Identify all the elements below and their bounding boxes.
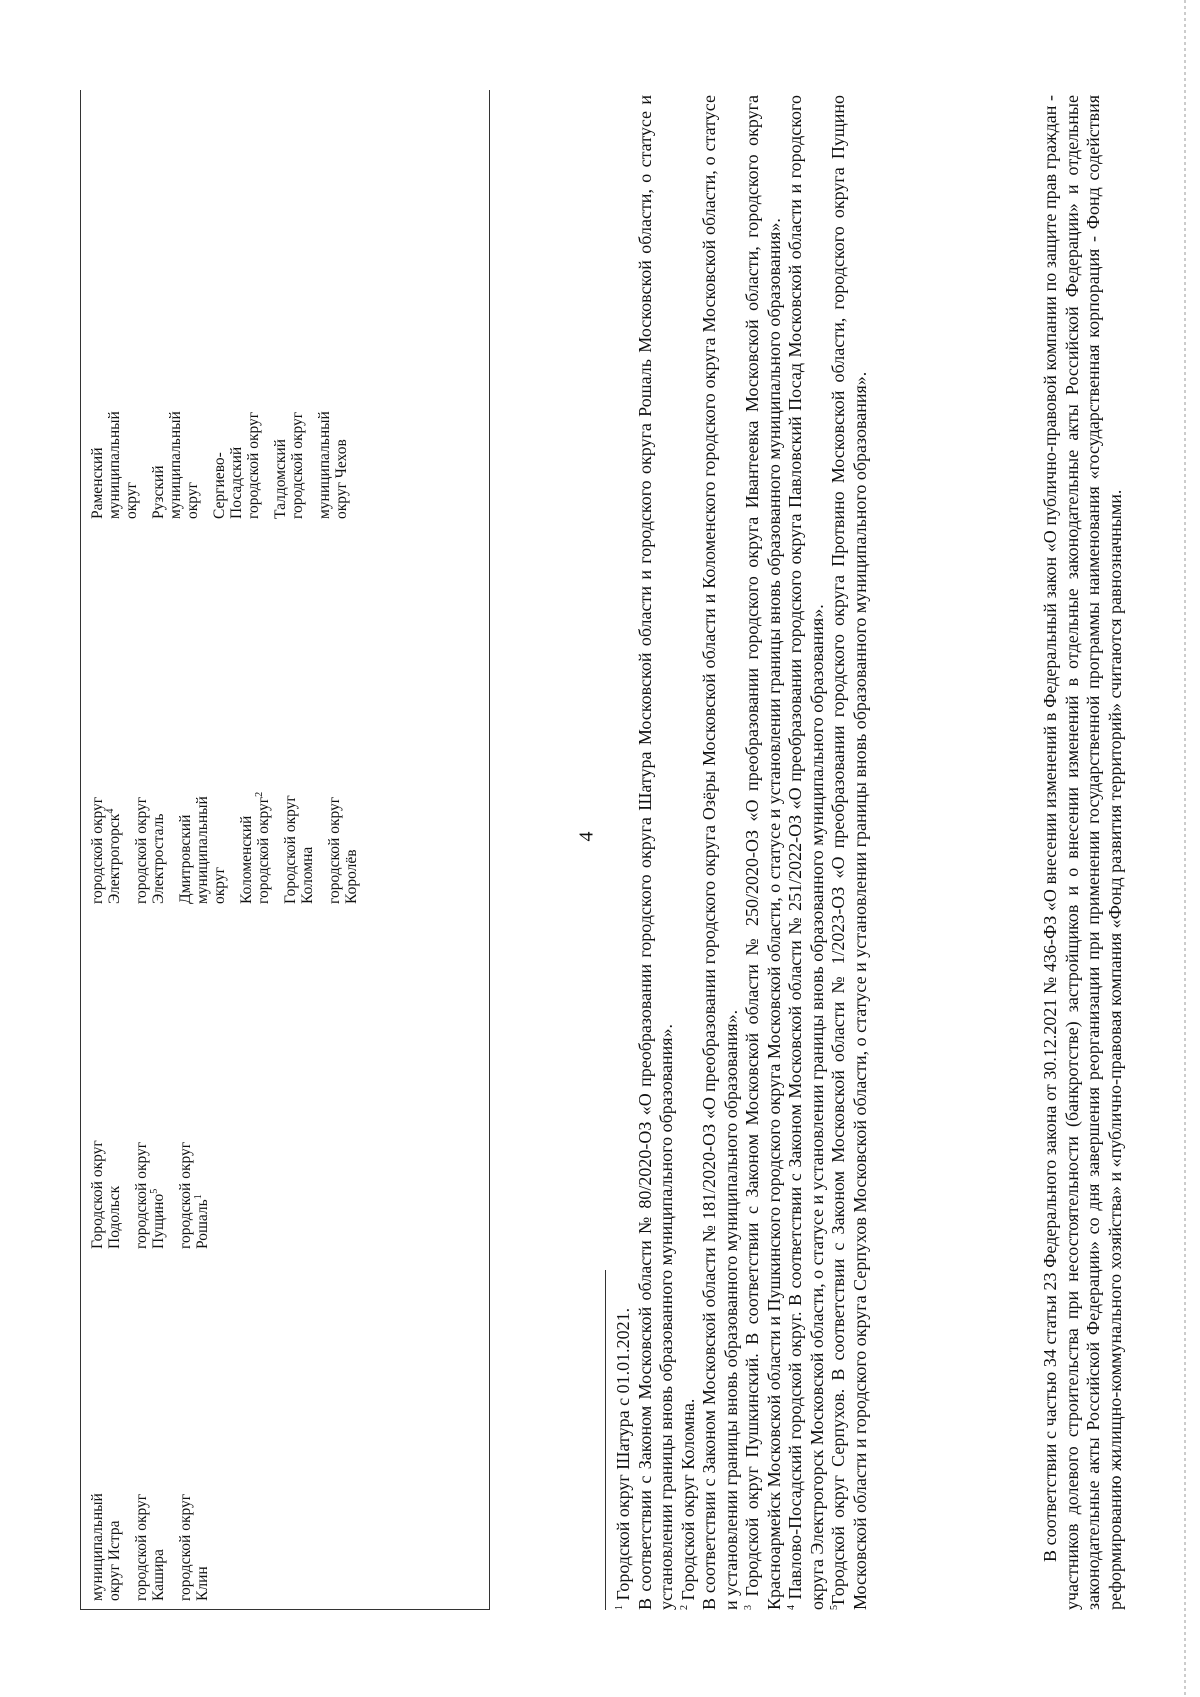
table-cell-line: Талдомский <box>272 439 289 519</box>
table-cell <box>211 369 262 519</box>
footnotes <box>613 95 871 1610</box>
table-cell <box>89 734 123 904</box>
municipalities-table <box>80 90 490 1610</box>
footnote-text: Городской округ Серпухов. В соответствии с Законом Московской области № 1/2023-ОЗ «О преобразовании городского округа Протвино Московской области, городского округа Пущино Московской области и городского округа Серпухов Московской области, о статусе и установлении границы вновь образованного муниципального образования». <box>828 95 870 1610</box>
table-cell <box>177 734 228 904</box>
footnote-text: Городской округ Коломна. <box>677 1398 698 1605</box>
table-cell-line: муниципальный <box>316 411 333 519</box>
table-cell-line: округ <box>184 482 201 519</box>
footnote-text: В соответствии с Законом Московской области № 80/2020-ОЗ «О преобразовании городского округа Шатура Московской области и городского округа Рошаль Московской области, о статусе и установлении границы вновь образованного муниципального образования». <box>634 95 676 1610</box>
table-cell <box>177 1089 211 1249</box>
table-cell-line: муниципальный <box>167 411 184 519</box>
table-cell-line: Кашира <box>150 1549 167 1601</box>
table-cell-line: округ <box>123 482 140 519</box>
table-cell-line: муниципальный <box>106 411 123 519</box>
footnote-text: Павлово-Посадский городской округ. В соответствии с Законом Московской области № 251/2022-ОЗ «О преобразовании городского округа Павловский Посад Московской области и городского округа Электрогорск Московской области, о статусе и установлении границы вновь образованного муниципального образования». <box>785 95 827 1610</box>
table-cell-line: городской округ$^2$ <box>253 791 272 904</box>
table-cell-line: Подольск <box>106 1185 123 1249</box>
table-cell-line: Городской округ <box>282 795 299 904</box>
footnote-text: Городской округ Пушкинский. В соответствии с Законом Московской области № 250/2020-ОЗ «О преобразовании городского округа Ивантеевка Московской области, городского округа Красноармейск Московской области и Пушкинского городского округа Московской области, о статусе и установлении границы вновь образованного муниципального образования». <box>742 95 784 1610</box>
scan-edge <box>1184 0 1186 1697</box>
table-cell-line: муниципальный <box>194 796 211 904</box>
footnote-mark: 3 <box>743 1605 754 1610</box>
table-cell <box>150 369 201 519</box>
table-cell-line: городской округ <box>133 796 150 904</box>
table-column-1 <box>89 1451 221 1601</box>
table-cell <box>89 1089 123 1249</box>
table-cell-line: Дмитровский <box>177 814 194 904</box>
footnote-ref: 5 <box>148 1188 160 1194</box>
table-cell-line: Электросталь <box>150 813 167 904</box>
footnote-mark: 2 <box>678 1605 690 1610</box>
footnote-mark: 5 <box>829 1605 840 1610</box>
footnote <box>785 95 828 1610</box>
table-cell-line: Коломенский <box>238 815 255 904</box>
table-cell-line: городской округ <box>177 1493 194 1601</box>
table-cell <box>238 734 272 904</box>
table-cell-line: Рошаль$^1$ <box>192 1194 211 1249</box>
footnote <box>828 95 871 1610</box>
table-cell-line: округ Чехов <box>333 439 350 519</box>
footnote-ref: 2 <box>253 791 265 797</box>
table-cell <box>133 734 167 904</box>
footnote <box>678 95 700 1610</box>
table-cell-line: Королёв <box>343 849 360 904</box>
footnote-mark: 1 <box>614 1605 625 1610</box>
table-cell-line: городской округ <box>177 1141 194 1249</box>
table-column-4 <box>89 369 360 519</box>
table-cell-line: Сергиево- <box>211 452 228 519</box>
table-cell-line: Раменский <box>89 447 106 519</box>
footnote-text: В соответствии с Законом Московской области № 181/2020-ОЗ «О преобразовании городского округа Озёры Московской области и Коломенского городского округа Московской области, о статусе и установлении границы вновь образованного муниципального образования». <box>699 95 741 1610</box>
table-cell-line: Коломна <box>299 846 316 904</box>
table-cell <box>133 1451 167 1601</box>
table-cell-line: Рузский <box>150 465 167 519</box>
footnote-mark: 4 <box>786 1605 797 1610</box>
footnote <box>742 95 785 1610</box>
table-cell-line: округ <box>211 867 228 904</box>
rotated-page-content <box>80 90 1180 1610</box>
table-cell <box>89 1451 123 1601</box>
table-cell-line: Городской округ <box>89 1140 106 1249</box>
table-cell-line: городской округ <box>245 411 262 519</box>
table-cell-line: муниципальный <box>89 1493 106 1601</box>
table-cell <box>282 734 316 904</box>
body-paragraph: В соответствии с частью 34 статьи 23 Федерального закона от 30.12.2021 № 436-ФЗ «О внесении изменений в Федеральный закон «О публично-правовой компании по защите прав граждан - участников долевого строительства при несостоятельности (банкротстве) застройщиков и о внесении изменений в отдельные законодательные акты Российской Федерации» и отдельные законодательные акты Российской Федерации» со дня завершения реорганизации при применении государственной программы наименования «государственная корпорация - Фонд содействия реформированию жилищно-коммунального хозяйства» и «публично-правовая компания «Фонд развития территорий» считаются равнозначными. <box>1040 95 1125 1610</box>
table-cell-line: городской округ <box>133 1141 150 1249</box>
footnote <box>613 95 635 1610</box>
footnote-separator <box>605 1270 606 1610</box>
page-number: 4 <box>575 831 598 842</box>
footnote <box>699 95 742 1610</box>
footnote-text: Городской округ Шатура с 01.01.2021. <box>613 1307 633 1605</box>
table-cell-line: Посадский <box>228 446 245 519</box>
table-column-3 <box>89 734 370 904</box>
table-cell <box>133 1089 167 1249</box>
table-cell-line: Пущино$^5$ <box>148 1188 167 1249</box>
table-cell-line: Клин <box>194 1566 211 1601</box>
table-cell-line: городской округ <box>89 796 106 904</box>
table-cell <box>316 369 350 519</box>
table-cell-line: Электрогорск$^4$ <box>104 808 123 904</box>
table-cell <box>272 369 306 519</box>
table-cell <box>177 1451 211 1601</box>
table-cell-line: городской округ <box>289 411 306 519</box>
footnote-ref: 4 <box>104 808 116 814</box>
table-cell <box>326 734 360 904</box>
table-cell <box>89 369 140 519</box>
table-column-2 <box>89 1089 221 1249</box>
table-cell-line: городской округ <box>326 796 343 904</box>
footnote <box>635 95 678 1610</box>
footnote-ref: 1 <box>192 1194 204 1200</box>
table-cell-line: округ Истра <box>106 1520 123 1601</box>
table-cell-line: городской округ <box>133 1493 150 1601</box>
